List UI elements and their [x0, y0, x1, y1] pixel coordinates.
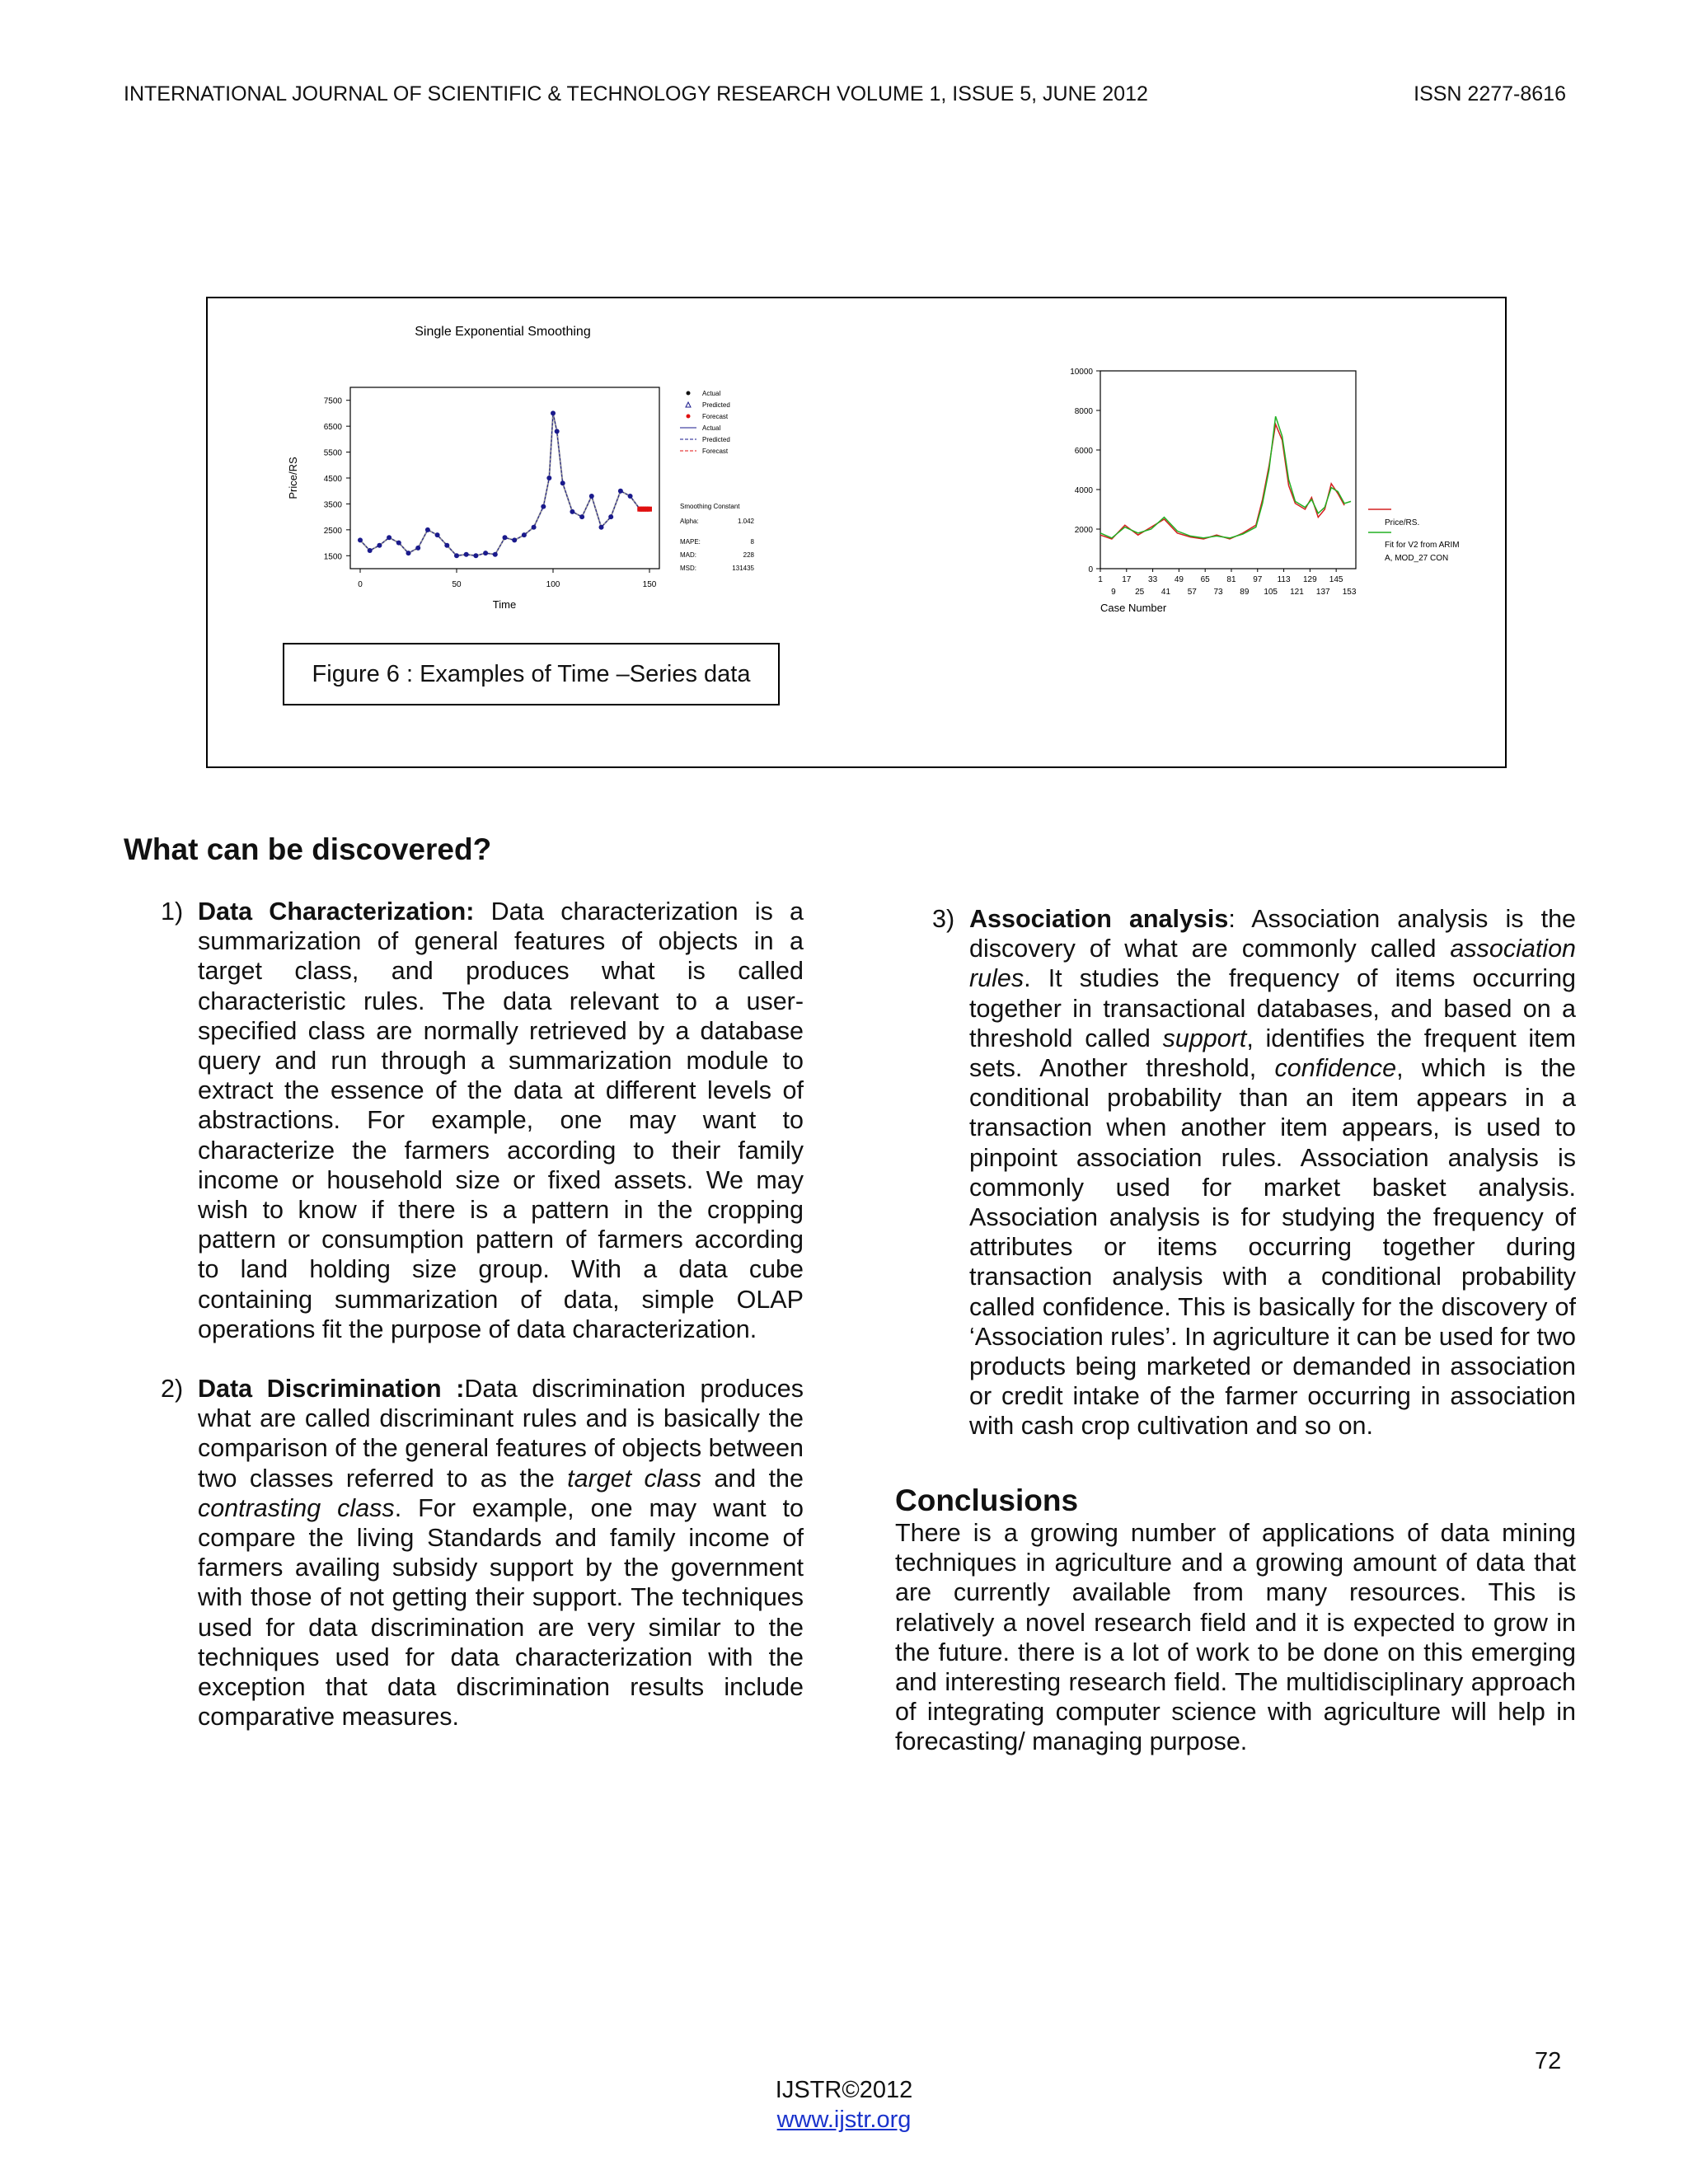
chart1-point-actual: [415, 546, 420, 551]
chart1-point-actual: [377, 543, 382, 548]
item-text: Data characterization is a summarization of general features of objects in a target class, and produces what is called characteristic rules. The data relevant to a user-specified class are normally retrieved by a database query and run through a summarization module to extract the essence of the data at different levels of abstractions. For example, one may want to characterize the farmers according to their family income or household size or fixed assets. We may wish to know if there is a pattern in the cropping pattern or consumption pattern of farmers according to land holding size group. With a data cube containing summarization of data, simple OLAP operations fit the purpose of data characterization.: [198, 898, 804, 1343]
chart2-xtick-label: 57: [1187, 588, 1197, 597]
item-emphasis: association rules: [969, 935, 1576, 993]
chart2-xtick-label: 153: [1342, 588, 1357, 597]
chart2-xtick-label: 145: [1329, 575, 1343, 584]
item-emphasis: contrasting class: [198, 1493, 395, 1522]
item-emphasis: target class: [567, 1464, 701, 1493]
chart1-ytick-label: 2500: [323, 526, 342, 536]
item-title: Data Discrimination :: [198, 1375, 465, 1404]
chart2-xtick-label: 1: [1098, 575, 1103, 584]
chart1-point-actual: [551, 410, 556, 415]
section-heading: What can be discovered?: [124, 832, 492, 866]
chart1-point-actual: [628, 494, 633, 499]
item-text: : Association analysis is the discovery of what are commonly called: [969, 905, 1576, 963]
chart2-xtick-label: 81: [1226, 575, 1236, 584]
chart1-stat-value: 1.042: [737, 518, 754, 525]
chart1-stat-label: MAPE:: [680, 538, 701, 546]
item-emphasis: confidence: [1274, 1054, 1397, 1083]
chart2-xtick-label: 41: [1160, 588, 1171, 597]
conclusions-heading: Conclusions: [895, 1483, 1079, 1517]
chart2-xtick-label: 17: [1122, 575, 1132, 584]
chart1-point-actual: [483, 551, 488, 555]
chart2-legend-label: Price/RS.: [1385, 518, 1420, 527]
chart2-ytick-label: 6000: [1074, 447, 1093, 456]
chart1-stat-value: 8: [750, 538, 754, 546]
chart2-xtick-label: 137: [1315, 588, 1330, 597]
chart1-series-actual-line: [360, 413, 640, 555]
chart1-stat-label: Alpha:: [680, 518, 699, 525]
chart1-ytick-label: 1500: [323, 552, 342, 562]
chart1-stats-title: Smoothing Constant: [680, 503, 740, 510]
chart1-legend-label: Actual: [702, 424, 721, 432]
chart2-xtick-label: 113: [1277, 575, 1291, 584]
chart1-xtick-label: 100: [546, 580, 560, 589]
chart2-series-line: [1100, 424, 1344, 539]
chart1-point-actual: [579, 514, 584, 519]
chart2-ytick-label: 2000: [1074, 526, 1093, 535]
chart1-point-actual: [464, 552, 469, 557]
chart1-point-actual: [546, 476, 551, 480]
chart2-xtick-label: 89: [1240, 588, 1250, 597]
item-title: Association analysis: [969, 905, 1229, 933]
chart2-xtick-label: 129: [1303, 575, 1317, 584]
chart1-point-actual: [522, 532, 527, 537]
chart1-ytick-label: 7500: [323, 396, 342, 406]
chart2-xtick-label: 9: [1111, 588, 1116, 597]
figure-caption: Figure 6 : Examples of Time –Series data: [283, 643, 780, 705]
chart1-point-actual: [454, 553, 459, 558]
chart1-legend-label: Forecast: [702, 413, 729, 420]
chart2-xtick-label: 49: [1174, 575, 1184, 584]
list-item: [161, 1374, 804, 1732]
chart2-xtick-label: 65: [1200, 575, 1210, 584]
chart1-point-actual: [608, 514, 613, 519]
chart1-ytick-label: 5500: [323, 448, 342, 458]
chart1-point-actual: [368, 548, 373, 553]
chart1-legend-label: Actual: [702, 390, 721, 397]
chart1-point-actual: [512, 537, 517, 542]
item-number: 3): [932, 905, 955, 933]
item-text: , which is the conditional probability than an item appears in a transaction when another item appears, is used to pinpoint association rules. Association analysis is commonly used for market basket analysis. Association analysis is for studying the frequency of attributes or items occurring together during transaction analysis with a conditional probability called confidence. This is basically for the discovery of ‘Association rules’. In agriculture it can be used for two products being marketed or demanded in association or credit intake of the farmer occurring in association with cash crop cultivation and so on.: [969, 1054, 1576, 1441]
issn: ISSN 2277-8616: [1414, 82, 1566, 105]
footer-link-wrap: [0, 2107, 1688, 2134]
chart1-point-actual: [532, 525, 537, 530]
chart2-legend-label: A, MOD_27 CON: [1385, 554, 1449, 563]
item-text: Data discrimination produces what are called discriminant rules and is basically the comparison of the general features of objects between two classes referred to as the: [198, 1375, 804, 1493]
chart1-point-actual: [406, 551, 411, 555]
page-number: 72: [1535, 2048, 1562, 2074]
item-text: , identifies the frequent item sets. Another threshold,: [969, 1024, 1577, 1083]
chart2-series-line: [1100, 416, 1351, 538]
chart1-point-actual: [473, 553, 478, 558]
chart1-point-actual: [396, 541, 401, 546]
chart1-point-actual: [541, 504, 546, 509]
chart1-stat-value: 131435: [732, 565, 754, 572]
journal-title: INTERNATIONAL JOURNAL OF SCIENTIFIC & TECHNOLOGY RESEARCH VOLUME 1, ISSUE 5, JUNE 2012: [124, 82, 1148, 105]
chart1-legend-label: Predicted: [702, 401, 730, 409]
chart2-ytick-label: 8000: [1074, 407, 1093, 416]
chart1-point-actual: [435, 532, 440, 537]
website-link[interactable]: www.ijstr.org: [776, 2107, 912, 2133]
item-number: 1): [161, 898, 184, 926]
item-title: Data Characterization:: [198, 898, 475, 926]
chart1-point-actual: [425, 527, 430, 532]
item-text: and the: [701, 1464, 804, 1493]
chart1-ytick-label: 3500: [323, 500, 342, 510]
chart2-ytick-label: 0: [1088, 565, 1093, 574]
chart1-xtick-label: 150: [642, 580, 657, 589]
chart1-point-actual: [618, 489, 623, 494]
chart1-point-actual: [493, 552, 498, 557]
chart1-stat-value: 228: [743, 551, 754, 559]
chart2-ytick-label: 4000: [1074, 486, 1093, 495]
chart1-point-actual: [589, 494, 594, 499]
conclusions-text: There is a growing number of applications of data mining techniques in agriculture and a growing amount of data that are currently available from many resources. This is relatively a novel research field and it is expected to grow in the future. there is a lot of work to be done on this emerging and interesting research field. The multidisciplinary approach of integrating computer science with agriculture will help in forecasting/ managing purpose.: [895, 1519, 1576, 1756]
item-text: . It studies the frequency of items occurring together in transactional databases, and based on a threshold called: [969, 964, 1576, 1052]
chart1-point-forecast: [647, 507, 652, 512]
chart-arima-fit: [1063, 363, 1508, 618]
chart1-legend-marker: [687, 391, 691, 396]
item-number: 2): [161, 1375, 184, 1404]
chart2-xtick-label: 25: [1135, 588, 1145, 597]
chart1-ytick-label: 6500: [323, 423, 342, 433]
chart2-legend-label: Fit for V2 from ARIM: [1385, 541, 1460, 550]
chart1-stat-label: MAD:: [680, 551, 696, 559]
chart1-title: Single Exponential Smoothing: [415, 325, 591, 339]
chart1-point-actual: [503, 535, 508, 540]
left-column: [161, 897, 804, 1732]
chart1-point-actual: [560, 480, 565, 485]
chart1-xtick-label: 50: [452, 580, 462, 589]
item-emphasis: support: [1162, 1024, 1247, 1052]
chart2-xtick-label: 105: [1264, 588, 1278, 597]
chart1-point-actual: [599, 525, 604, 530]
list-item: [161, 897, 804, 1344]
chart1-point-actual: [570, 509, 574, 514]
chart1-legend-label: Predicted: [702, 436, 730, 443]
right-column: [932, 904, 1576, 1441]
chart1-xlabel: Time: [492, 598, 517, 611]
chart1-series-predicted-line: [360, 413, 640, 555]
chart1-legend-marker: [686, 402, 691, 407]
chart2-ytick-label: 10000: [1070, 368, 1093, 377]
chart2-xlabel: Case Number: [1100, 602, 1167, 614]
chart1-point-actual: [358, 537, 363, 542]
chart1-xtick-label: 0: [358, 580, 363, 589]
list-item: [932, 904, 1576, 1441]
chart2-xtick-label: 121: [1290, 588, 1304, 597]
chart1-legend-marker: [687, 415, 691, 419]
chart1-ytick-label: 4500: [323, 475, 342, 484]
chart2-xtick-label: 73: [1213, 588, 1223, 597]
chart1-legend-label: Forecast: [702, 448, 729, 455]
chart1-point-actual: [387, 535, 392, 540]
chart1-stat-label: MSD:: [680, 565, 696, 572]
running-header: [124, 82, 1566, 106]
chart2-xtick-label: 33: [1148, 575, 1158, 584]
chart1-point-actual: [444, 543, 449, 548]
chart1-point-actual: [555, 429, 560, 434]
item-text: . For example, one may want to compare the living Standards and family income of farmers availing subsidy support by the government with those of not getting their support. The techniques used for data discrimination are very similar to the techniques used for data characterization with the exception that data discrimination results include comparative measures.: [198, 1493, 804, 1732]
copyright: IJSTR©2012: [775, 2077, 913, 2103]
chart-single-exponential-smoothing: [272, 317, 783, 622]
chart1-ylabel: Price/RS: [287, 457, 299, 499]
chart2-xtick-label: 97: [1253, 575, 1263, 584]
